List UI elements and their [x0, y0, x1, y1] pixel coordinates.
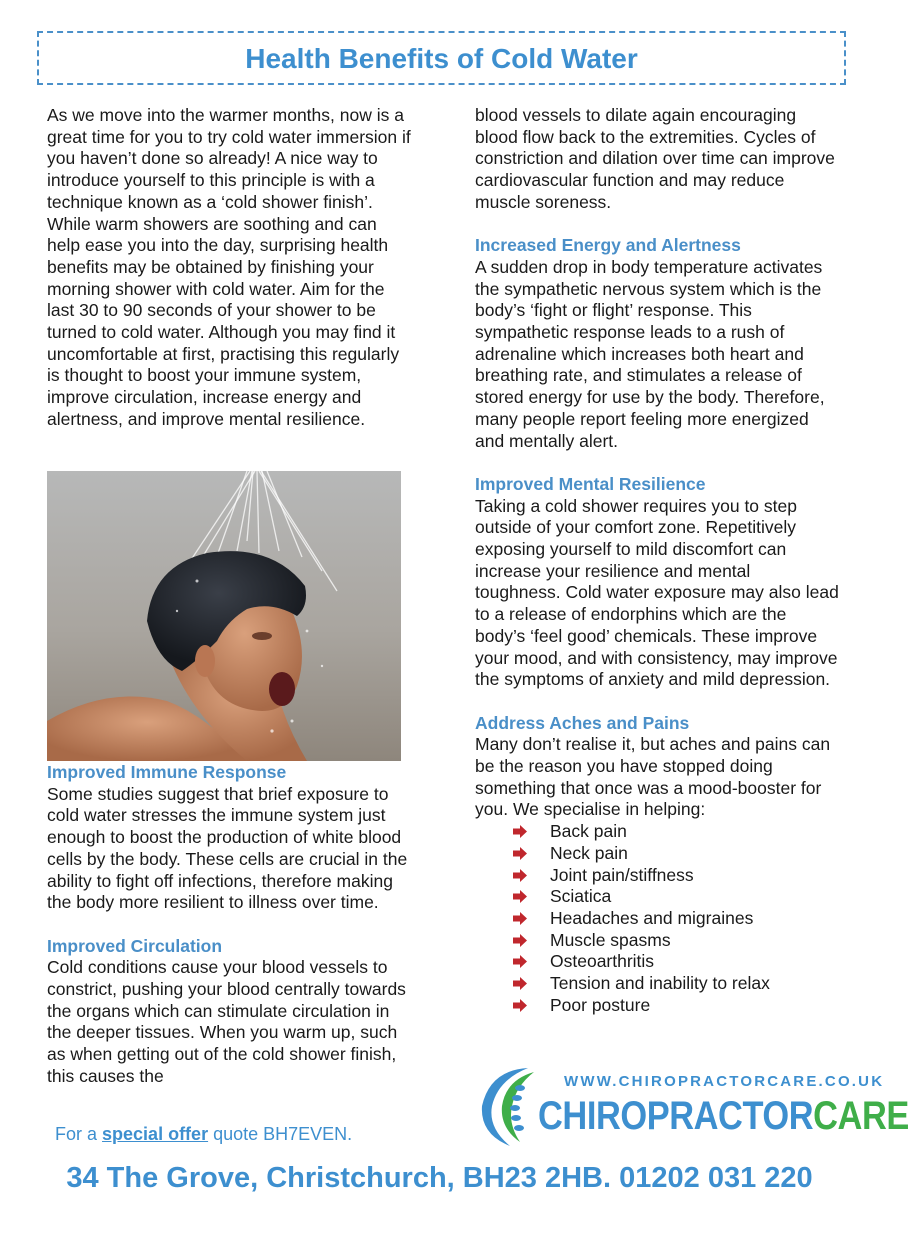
list-item: Joint pain/stiffness [513, 865, 840, 887]
arrow-bullet-icon [513, 847, 527, 860]
circulation-heading: Improved Circulation [47, 935, 223, 956]
title-box [37, 31, 846, 85]
arrow-bullet-icon [513, 912, 527, 925]
arrow-bullet-icon [513, 934, 527, 947]
arrow-bullet-icon [513, 977, 527, 990]
page-title: Health Benefits of Cold Water [245, 43, 638, 74]
arrow-bullet-icon [513, 869, 527, 882]
list-item: Osteoarthritis [513, 951, 840, 973]
left-column-lower [47, 762, 412, 1088]
right-column [475, 105, 840, 1016]
aches-body: Many don’t realise it, but aches and pains can be the reason you have stopped doing something that once was a mood-booster for you. We specialise in helping: [475, 734, 831, 820]
special-offer-line: For a special offer quote BH7EVEN. [55, 1124, 353, 1144]
aches-heading: Address Aches and Pains [475, 712, 690, 733]
mental-body: Taking a cold shower requires you to step outside of your comfort zone. Repetitively exposing yourself to mild discomfort can increase your resilience and mental toughness. Cold water exposure may also lead to a release of endorphins which are the body’s ‘feel good’ chemicals. These improve your mood, and with consistency, may improve the symptoms of anxiety and mild depression. [475, 495, 839, 690]
list-item: Neck pain [513, 843, 840, 865]
address-contact-line: 34 The Grove, Christchurch, BH23 2HB. 01202 031 220 [66, 1162, 813, 1194]
left-column [47, 105, 412, 431]
immune-heading: Improved Immune Response [47, 762, 287, 782]
immune-body: Some studies suggest that brief exposure to cold water stresses the immune system just enough to boost the production of white blood cells by the body. These cells are crucial in the ability to fight off infections, therefore making the body more resilient to illness over time. [47, 783, 408, 913]
list-item: Headaches and migraines [513, 908, 840, 930]
chiropractorcare-logo[interactable] [476, 1062, 909, 1150]
list-item: Back pain [513, 821, 840, 843]
circulation-body: Cold conditions cause your blood vessels to constrict, pushing your blood centrally towards the organs which can stimulate circulation in the deeper tissues. When you warm up, such as when getting out of the cold shower finish, this causes the [47, 957, 406, 1086]
list-item: Poor posture [513, 995, 840, 1017]
conditions-list [475, 821, 840, 1016]
list-item: Sciatica [513, 886, 840, 908]
boy-under-cold-shower-photo [47, 471, 401, 761]
spine-swoosh-logo-icon [476, 1062, 546, 1150]
logo-website-url: WWW.CHIROPRACTORCARE.CO.UK [564, 1073, 885, 1090]
logo-wordmark: CHIROPRACTORCARE [538, 1094, 909, 1138]
arrow-bullet-icon [513, 825, 527, 838]
arrow-bullet-icon [513, 890, 527, 903]
circulation-body-continued: blood vessels to dilate again encouraging blood flow back to the extremities. Cycles of constriction and dilation over time can improve cardiovascular function and may reduce muscle soreness. [475, 105, 835, 212]
energy-heading: Increased Energy and Alertness [475, 235, 741, 256]
mental-heading: Improved Mental Resilience [475, 473, 706, 494]
special-offer-link[interactable]: special offer [102, 1124, 209, 1144]
list-item: Muscle spasms [513, 930, 840, 952]
arrow-bullet-icon [513, 999, 527, 1012]
list-item: Tension and inability to relax [513, 973, 840, 995]
arrow-bullet-icon [513, 955, 527, 968]
energy-body: A sudden drop in body temperature activates the sympathetic nervous system which is the body’s ‘fight or flight’ response. This sympathetic response leads to a rush of adrenaline which increases both heart and breathing rate, and stimulates a release of stored energy for use by the body. Therefore, many people report feeling more energized and mentally alert. [475, 256, 825, 451]
intro-paragraph: As we move into the warmer months, now is a great time for you to try cold water immersion if you haven’t done so already! A nice way to introduce yourself to this principle is with a technique known as a ‘cold shower finish’. While warm showers are soothing and can help ease you into the day, surprising health benefits may be obtained by finishing your morning shower with cold water. Aim for the last 30 to 90 seconds of your shower to be turned to cold water. Although you may find it uncomfortable at first, practising this regularly is thought to boost your immune system, improve circulation, increase energy and alertness, and improve mental resilience. [47, 105, 411, 429]
